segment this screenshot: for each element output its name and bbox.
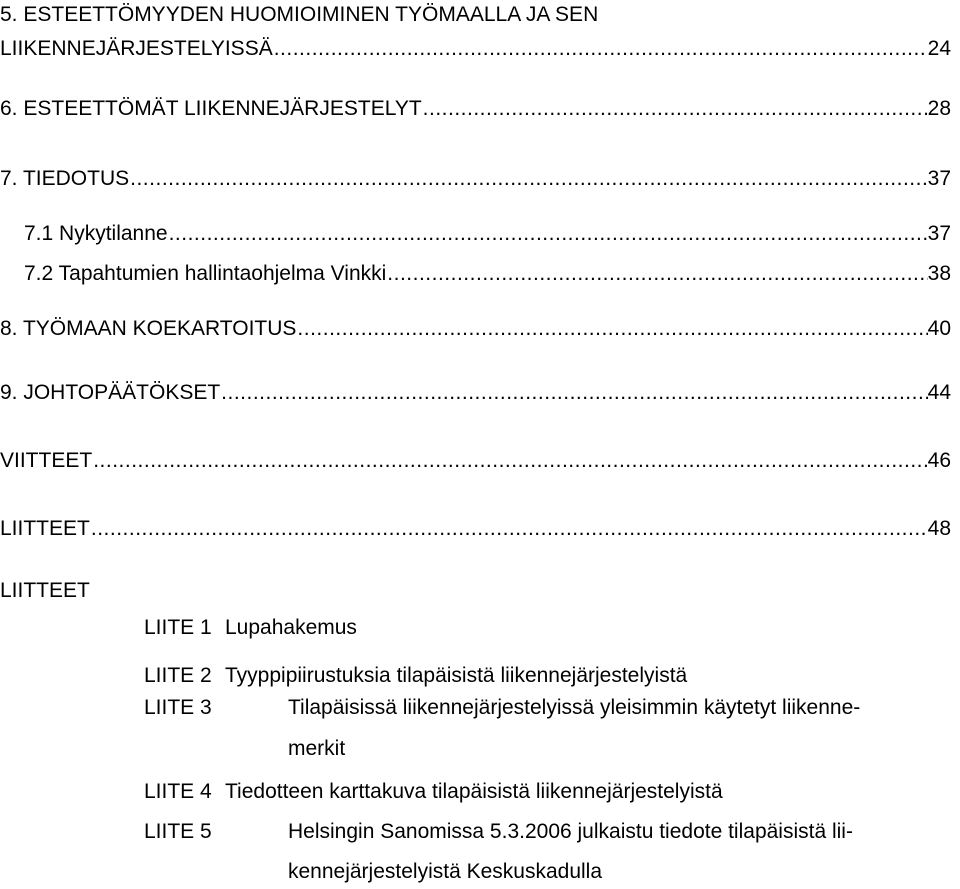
toc-entry-title: 9. JOHTOPÄÄTÖKSET <box>0 381 221 404</box>
toc-entry-8 <box>0 317 951 341</box>
toc-entry-viitteet <box>0 449 951 473</box>
toc-entry-title: 7.1 Nykytilanne <box>24 222 168 245</box>
toc-page-number: 40 <box>927 317 951 340</box>
toc-dot-leader <box>422 97 928 121</box>
toc-entry-7-2 <box>24 262 951 286</box>
toc-page-number: 44 <box>927 381 951 404</box>
attachment-label-2: LIITE 2 <box>144 664 212 687</box>
toc-page-number: 28 <box>927 97 951 120</box>
toc-entry-title: LIITTEET <box>0 517 90 540</box>
attachment-text-3-cont: merkit <box>288 737 346 760</box>
toc-entry-title-line1: 5. ESTEETTÖMYYDEN HUOMIOIMINEN TYÖMAALLA JA SEN <box>0 3 599 26</box>
toc-entry-title: 7.2 Tapahtumien hallintaohjelma Vinkki <box>24 262 387 285</box>
attachment-label-5: LIITE 5 <box>144 820 212 843</box>
toc-page-number: 48 <box>927 517 951 540</box>
toc-page-number: 38 <box>927 262 951 285</box>
toc-dot-leader <box>168 222 928 246</box>
attachment-text-2: Tyyppipiirustuksia tilapäisistä liikennejärjestelyistä <box>225 664 688 687</box>
attachment-label-3: LIITE 3 <box>144 696 212 719</box>
toc-entry-liitteet <box>0 517 951 541</box>
toc-entry-title: 8. TYÖMAAN KOEKARTOITUS <box>0 317 297 340</box>
toc-page-number: 37 <box>927 222 951 245</box>
toc-entry-7 <box>0 167 951 191</box>
attachment-label-4: LIITE 4 <box>144 780 212 803</box>
attachments-heading: LIITTEET <box>0 579 90 602</box>
toc-dot-leader <box>92 449 927 473</box>
toc-dot-leader <box>90 517 928 541</box>
toc-dot-leader <box>386 262 927 286</box>
attachment-text-1: Lupahakemus <box>225 616 357 639</box>
toc-dot-leader <box>129 167 928 191</box>
toc-entry-9 <box>0 381 951 405</box>
toc-entry-title: VIITTEET <box>0 449 93 472</box>
toc-page-number: 24 <box>927 37 951 60</box>
toc-dot-leader <box>220 381 927 405</box>
toc-dot-leader <box>296 317 927 341</box>
toc-page-number: 37 <box>927 167 951 190</box>
toc-entry-7-1 <box>24 222 951 246</box>
toc-dot-leader <box>273 37 928 61</box>
toc-entry-6 <box>0 97 951 121</box>
attachment-text-3: Tilapäisissä liikennejärjestelyissä yleisimmin käytetyt liikenne- <box>288 696 861 719</box>
toc-entry-title: 7. TIEDOTUS <box>0 167 130 190</box>
toc-entry-title: LIIKENNEJÄRJESTELYISSÄ <box>0 37 273 60</box>
attachment-text-5-cont: kennejärjestelyistä Keskuskadulla <box>288 860 603 883</box>
toc-entry-5 <box>0 3 951 61</box>
toc-page-number: 46 <box>927 449 951 472</box>
toc-entry-title: 6. ESTEETTÖMÄT LIIKENNEJÄRJESTELYT <box>0 97 422 120</box>
attachment-label-1: LIITE 1 <box>144 616 212 639</box>
attachment-text-5: Helsingin Sanomissa 5.3.2006 julkaistu tiedote tilapäisistä lii- <box>288 820 853 843</box>
attachment-text-4: Tiedotteen karttakuva tilapäisistä liikennejärjestelyistä <box>225 780 723 803</box>
